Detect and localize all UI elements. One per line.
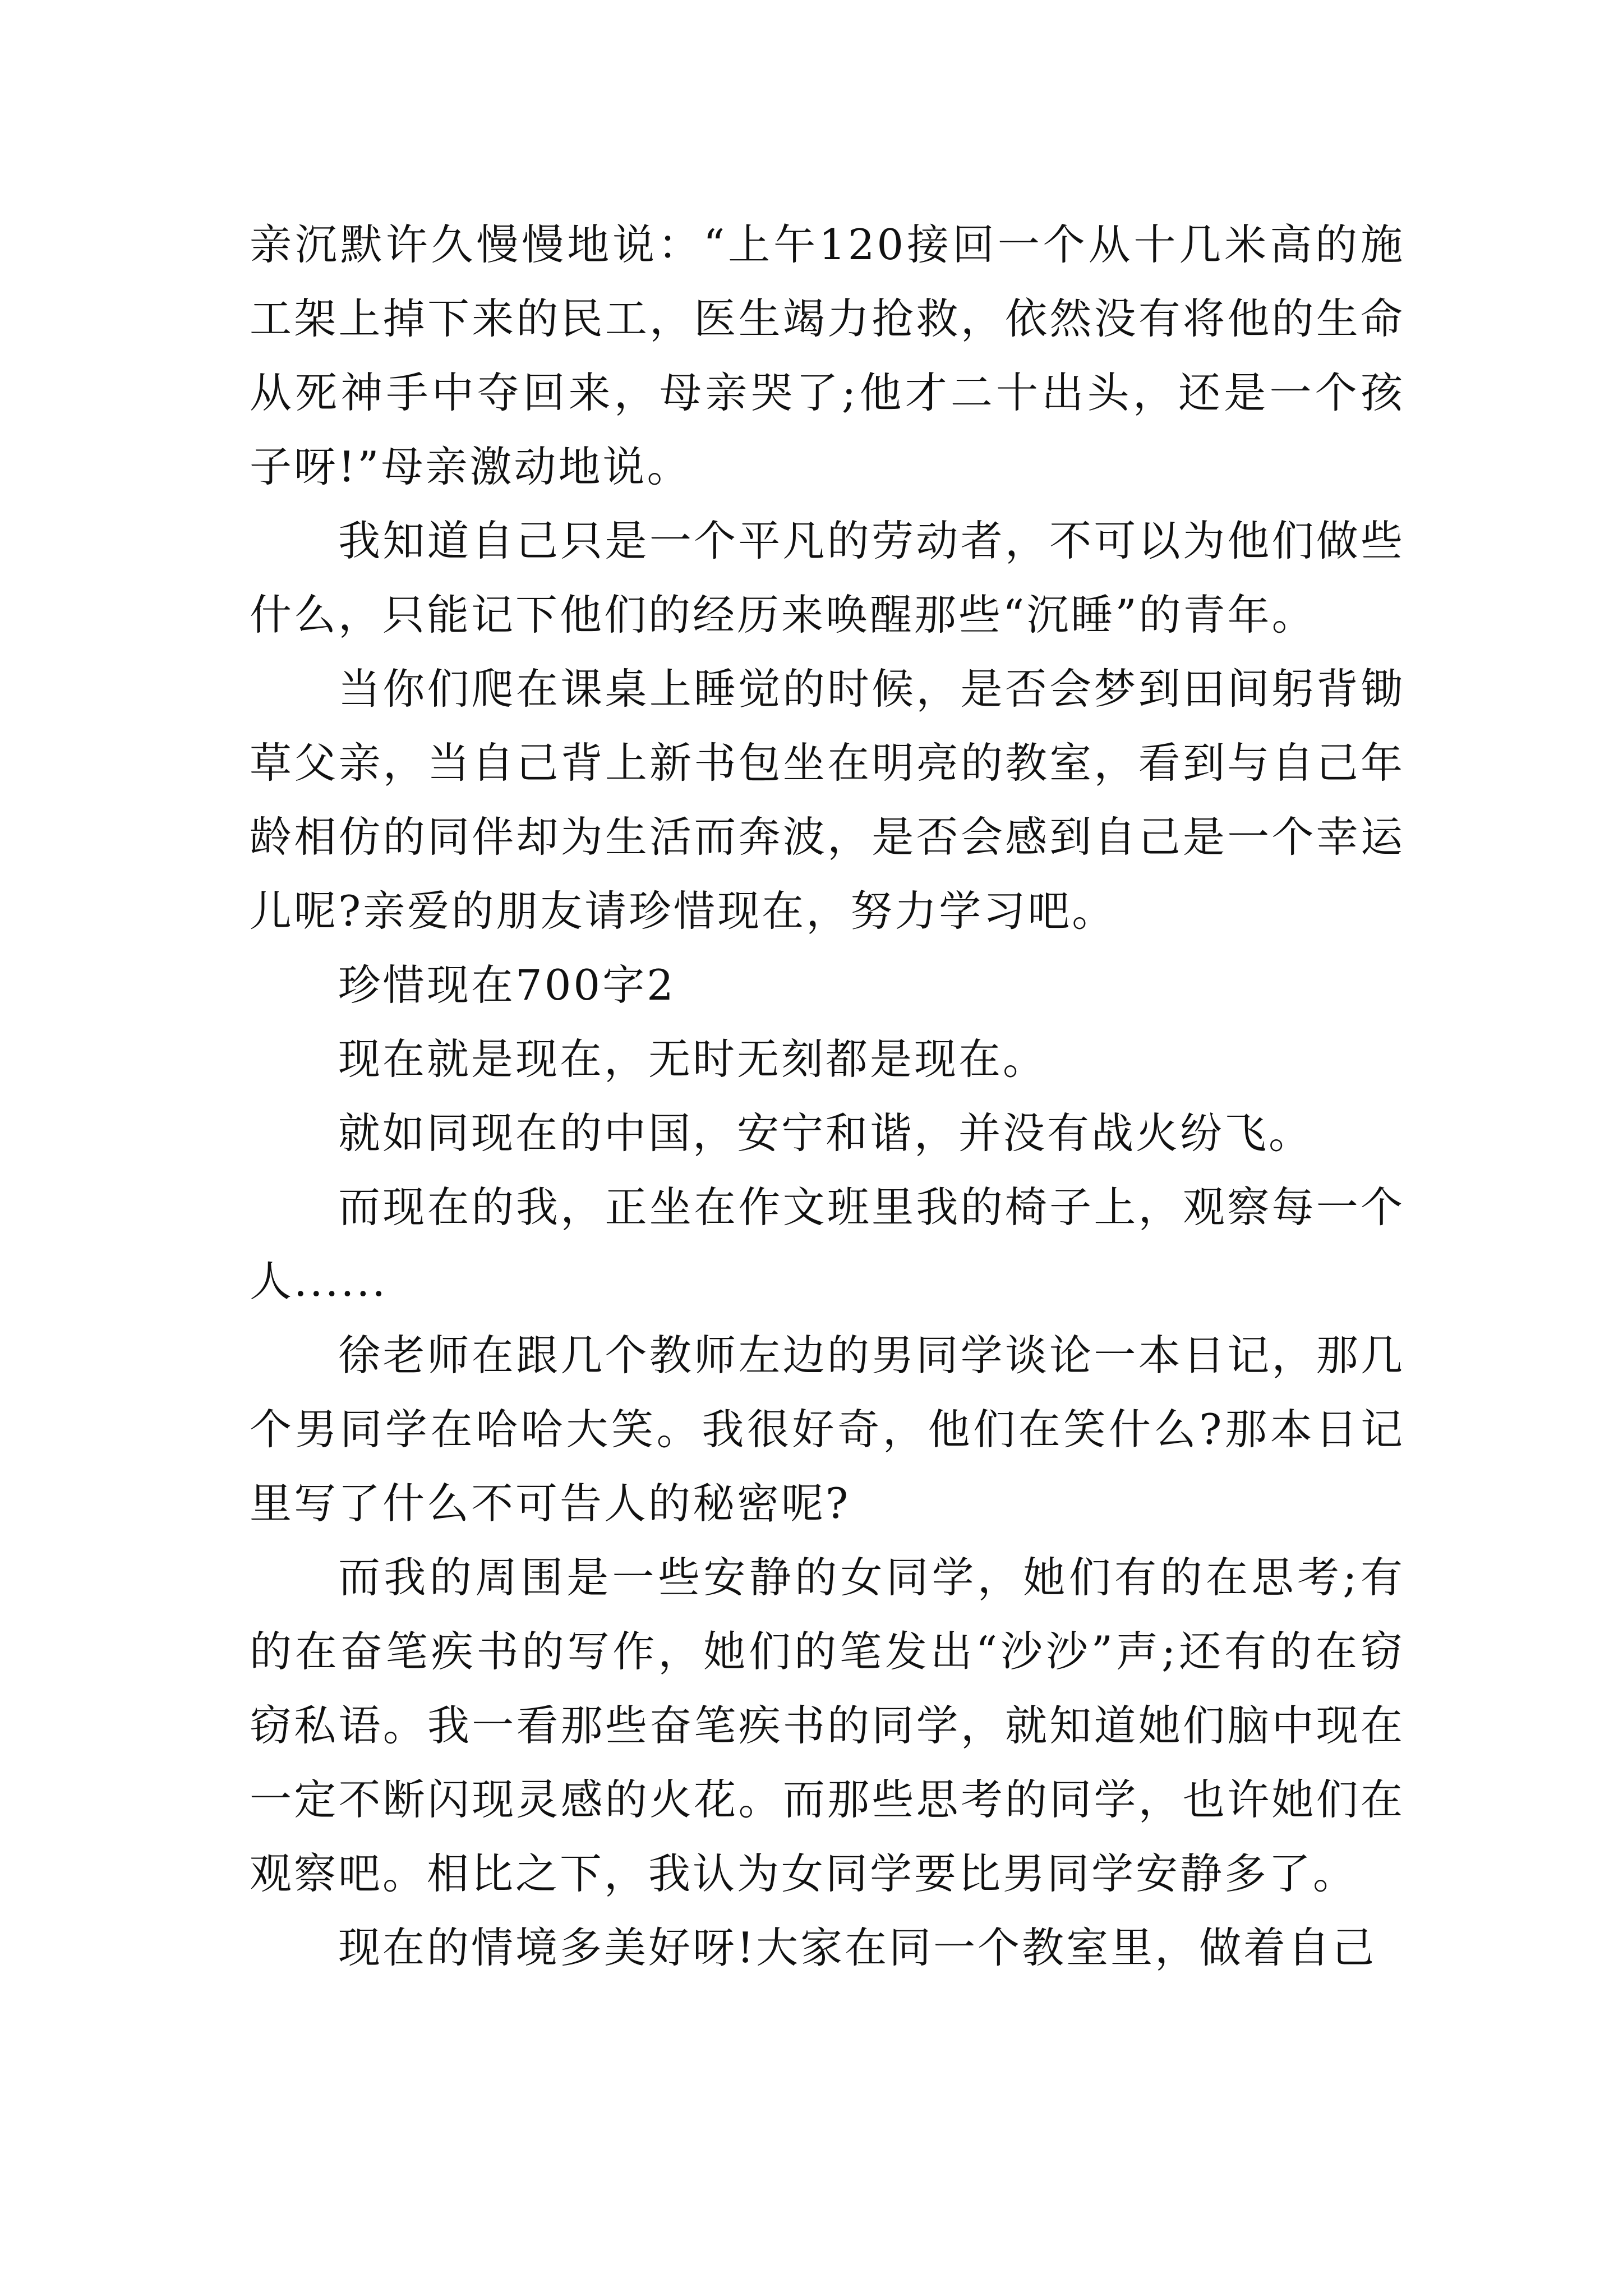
section-heading: 珍惜现在700字2: [338, 960, 676, 1010]
paragraph: 而现在的我，正坐在作文班里我的椅子上，观察每一个人......: [250, 1182, 1405, 1306]
paragraph: 就如同现在的中国，安宁和谐，并没有战火纷飞。: [338, 1108, 1313, 1158]
paragraph: 当你们爬在课桌上睡觉的时候，是否会梦到田间躬背锄草父亲，当自己背上新书包坐在明亮的教室，看到与自己年龄相仿的同伴却为生活而奔波，是否会感到自己是一个幸运儿呢?亲爱的朋友请珍惜现在，努力学习吧。: [250, 664, 1405, 936]
paragraph: 而我的周围是一些安静的女同学，她们有的在思考;有的在奋笔疾书的写作，她们的笔发出“沙沙”声;还有的在窃窃私语。我一看那些奋笔疾书的同学，就知道她们脑中现在一定不断闪现灵感的火花。而那些思考的同学，也许她们在观察吧。相比之下，我认为女同学要比男同学安静多了。: [250, 1553, 1405, 1898]
body-text: [250, 208, 1405, 1985]
paragraph: 我知道自己只是一个平凡的劳动者，不可以为他们做些什么，只能记下他们的经历来唤醒那些“沉睡”的青年。: [250, 516, 1405, 639]
paragraph: 现在就是现在，无时无刻都是现在。: [338, 1034, 1048, 1084]
paragraph: 现在的情境多美好呀!大家在同一个教室里，做着自己: [338, 1923, 1377, 1972]
paragraph: 亲沉默许久慢慢地说：“上午120接回一个从十几米高的施工架上掉下来的民工，医生竭力抢救，依然没有将他的生命从死神手中夺回来，母亲哭了;他才二十出头，还是一个孩子呀!”母亲激动地说。: [250, 220, 1405, 491]
paragraph: 徐老师在跟几个教师左边的男同学谈论一本日记，那几个男同学在哈哈大笑。我很好奇，他们在笑什么?那本日记里写了什么不可告人的秘密呢?: [250, 1331, 1405, 1528]
